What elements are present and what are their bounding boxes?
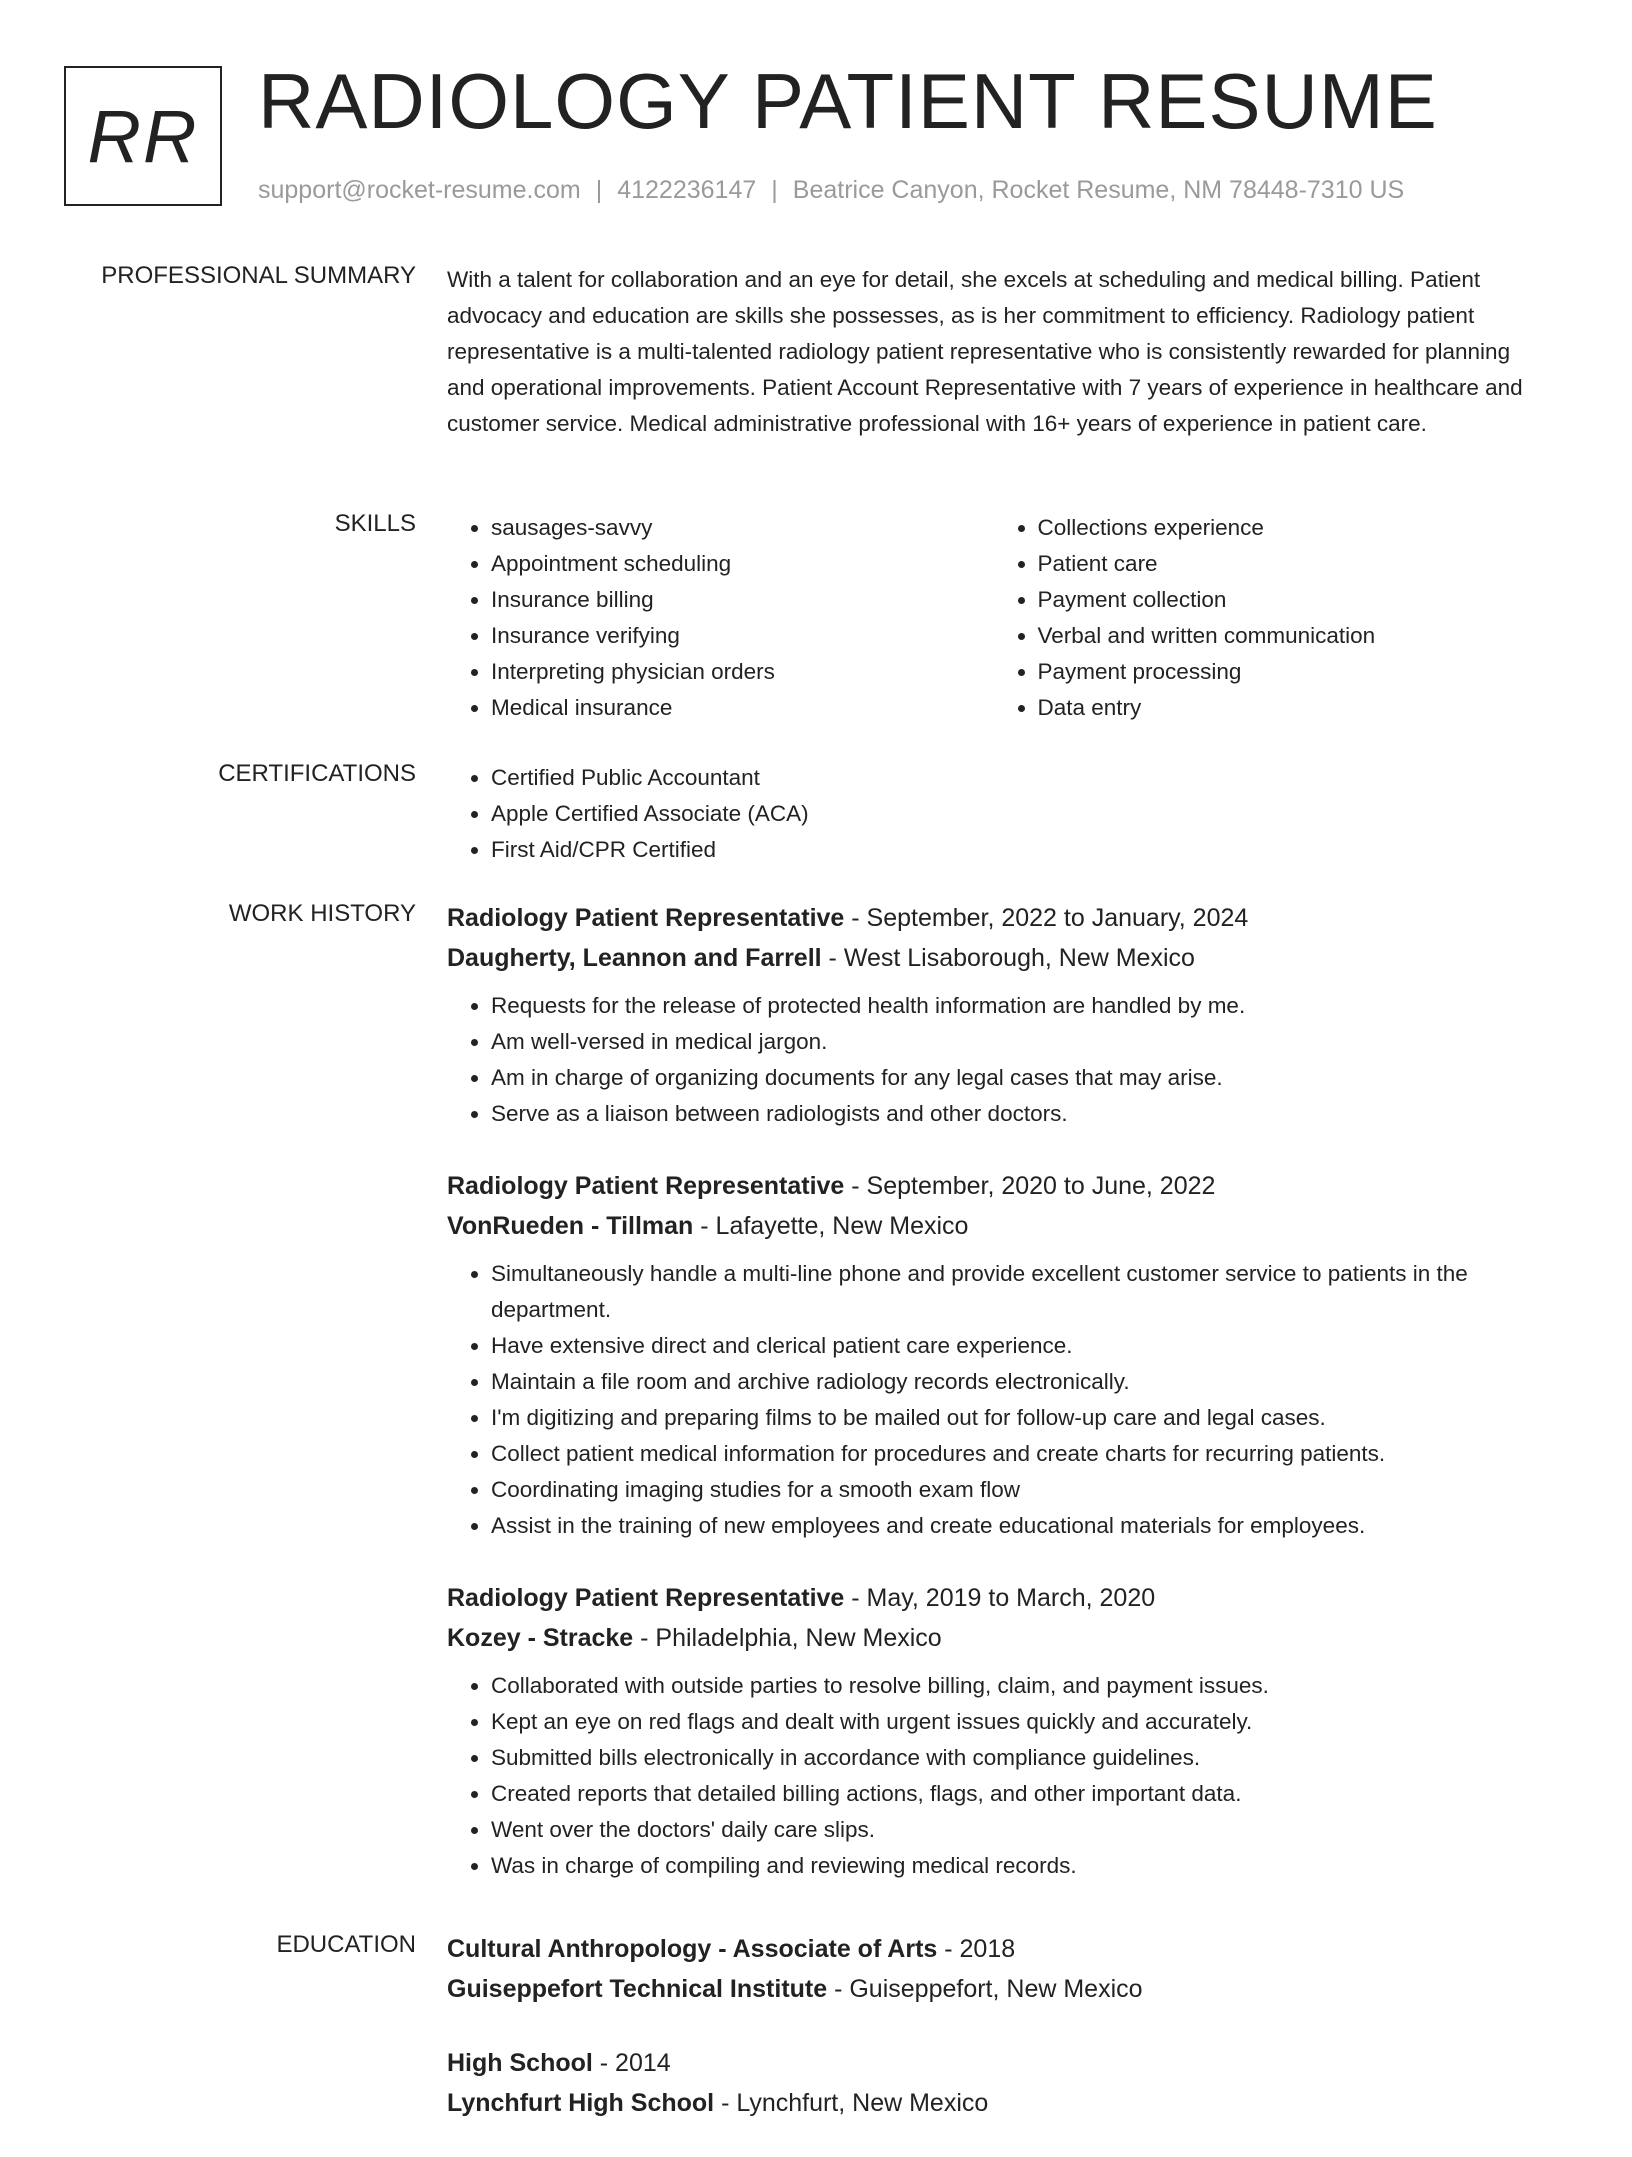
job-company: VonRueden - Tillman	[447, 1212, 694, 1240]
job-bullet: • Coordinating imaging studies for a smooth exam flow	[491, 1472, 1540, 1508]
job-entry	[447, 1166, 1540, 1544]
job-bullet: • Assist in the training of new employees and create educational materials for employees.	[491, 1508, 1540, 1544]
education-school: Guiseppefort Technical Institute	[447, 1975, 828, 2003]
job-company: Kozey - Stracke	[447, 1624, 634, 1652]
skill-item: • Insurance verifying	[491, 618, 994, 654]
contact-separator: |	[771, 176, 778, 204]
certification-item: • Certified Public Accountant	[491, 760, 1540, 796]
job-bullet: • Collaborated with outside parties to resolve billing, claim, and payment issues.	[491, 1668, 1540, 1704]
job-dates: - September, 2020 to June, 2022	[844, 1172, 1216, 1200]
skill-item: • Medical insurance	[491, 690, 994, 726]
job-bullet: • Went over the doctors' daily care slips.	[491, 1812, 1540, 1848]
skill-item: • sausages-savvy	[491, 510, 994, 546]
contact-phone[interactable]: 4122236147	[617, 176, 757, 204]
certification-item: • Apple Certified Associate (ACA)	[491, 796, 1540, 832]
work-body	[447, 898, 1540, 1918]
education-entry	[447, 1929, 1540, 2009]
job-bullet: • Submitted bills electronically in accordance with compliance guidelines.	[491, 1740, 1540, 1776]
skill-item: • Payment collection	[1038, 582, 1541, 618]
skills-list-left	[447, 510, 994, 726]
contact-email[interactable]: support@rocket-resume.com	[258, 176, 581, 204]
skill-item: • Appointment scheduling	[491, 546, 994, 582]
job-location: - West Lisaborough, New Mexico	[821, 944, 1195, 972]
job-bullet: • Created reports that detailed billing actions, flags, and other important data.	[491, 1776, 1540, 1812]
job-location: - Lafayette, New Mexico	[693, 1212, 969, 1240]
job-bullet: • Requests for the release of protected health information are handled by me.	[491, 988, 1540, 1024]
skill-item: • Verbal and written communication	[1038, 618, 1541, 654]
skill-item: • Interpreting physician orders	[491, 654, 994, 690]
skill-item: • Patient care	[1038, 546, 1541, 582]
summary-text: With a talent for collaboration and an eye for detail, she excels at scheduling and medical billing. Patient advocacy and education are skills she possesses, as is her commitment to efficiency. Radiology patient representative is a multi-talented radiology patient representative who is consistently rewarded for planning and operational improvements. Patient Account Representative with 7 years of experience in healthcare and customer service. Medical administrative professional with 16+ years of experience in patient care.	[447, 267, 1523, 436]
skill-item: • Collections experience	[1038, 510, 1541, 546]
contact-separator: |	[595, 176, 603, 204]
job-dates: - May, 2019 to March, 2020	[844, 1584, 1156, 1612]
job-bullets	[447, 1256, 1540, 1544]
job-location: - Philadelphia, New Mexico	[633, 1624, 942, 1652]
job-bullet: • Simultaneously handle a multi-line phone and provide excellent customer service to patients in the department.	[491, 1256, 1540, 1328]
job-title: Radiology Patient Representative	[447, 1172, 845, 1200]
skill-item: • Data entry	[1038, 690, 1541, 726]
education-degree: Cultural Anthropology - Associate of Arts	[447, 1935, 938, 1963]
job-bullet: • Maintain a file room and archive radiology records electronically.	[491, 1364, 1540, 1400]
job-bullet: • Serve as a liaison between radiologists and other doctors.	[491, 1096, 1540, 1132]
certifications-list	[447, 760, 1540, 868]
skills-list-right	[994, 510, 1541, 726]
job-bullet: • Collect patient medical information for procedures and create charts for recurring patients.	[491, 1436, 1540, 1472]
education-year: - 2014	[592, 2049, 671, 2077]
education-location: - Lynchfurt, New Mexico	[714, 2089, 989, 2117]
job-bullet: • Have extensive direct and clerical patient care experience.	[491, 1328, 1540, 1364]
job-dates: - September, 2022 to January, 2024	[844, 904, 1249, 932]
education-year: - 2018	[937, 1935, 1016, 1963]
monogram-logo: RR	[64, 66, 222, 206]
section-label-summary: PROFESSIONAL SUMMARY	[101, 262, 416, 289]
job-bullets	[447, 1668, 1540, 1884]
section-label-certifications: CERTIFICATIONS	[218, 760, 416, 787]
job-title: Radiology Patient Representative	[447, 1584, 845, 1612]
job-bullet: • Was in charge of compiling and reviewing medical records.	[491, 1848, 1540, 1884]
education-school: Lynchfurt High School	[447, 2089, 715, 2117]
job-entry	[447, 1578, 1540, 1884]
job-bullet: • Am well-versed in medical jargon.	[491, 1024, 1540, 1060]
section-label-skills: SKILLS	[334, 510, 416, 537]
section-label-education: EDUCATION	[276, 1931, 416, 1958]
section-label-work: WORK HISTORY	[228, 900, 416, 927]
job-bullet: • Kept an eye on red flags and dealt with urgent issues quickly and accurately.	[491, 1704, 1540, 1740]
job-title: Radiology Patient Representative	[447, 904, 845, 932]
skill-item: • Insurance billing	[491, 582, 994, 618]
education-body	[447, 1929, 1540, 2157]
certification-item: • First Aid/CPR Certified	[491, 832, 1540, 868]
job-bullet: • I'm digitizing and preparing films to be mailed out for follow-up care and legal cases.	[491, 1400, 1540, 1436]
summary-body	[447, 262, 1540, 442]
job-entry	[447, 898, 1540, 1132]
contact-address: Beatrice Canyon, Rocket Resume, NM 78448-7310 US	[792, 176, 1405, 204]
contact-line	[258, 176, 1404, 205]
education-location: - Guiseppefort, New Mexico	[827, 1975, 1143, 2003]
certifications-body	[447, 760, 1540, 868]
education-entry	[447, 2043, 1540, 2123]
resume-title: RADIOLOGY PATIENT RESUME	[258, 57, 1438, 145]
job-bullets	[447, 988, 1540, 1132]
job-company: Daugherty, Leannon and Farrell	[447, 944, 822, 972]
education-degree: High School	[447, 2049, 593, 2077]
skills-body	[447, 510, 1540, 726]
skill-item: • Payment processing	[1038, 654, 1541, 690]
job-bullet: • Am in charge of organizing documents for any legal cases that may arise.	[491, 1060, 1540, 1096]
